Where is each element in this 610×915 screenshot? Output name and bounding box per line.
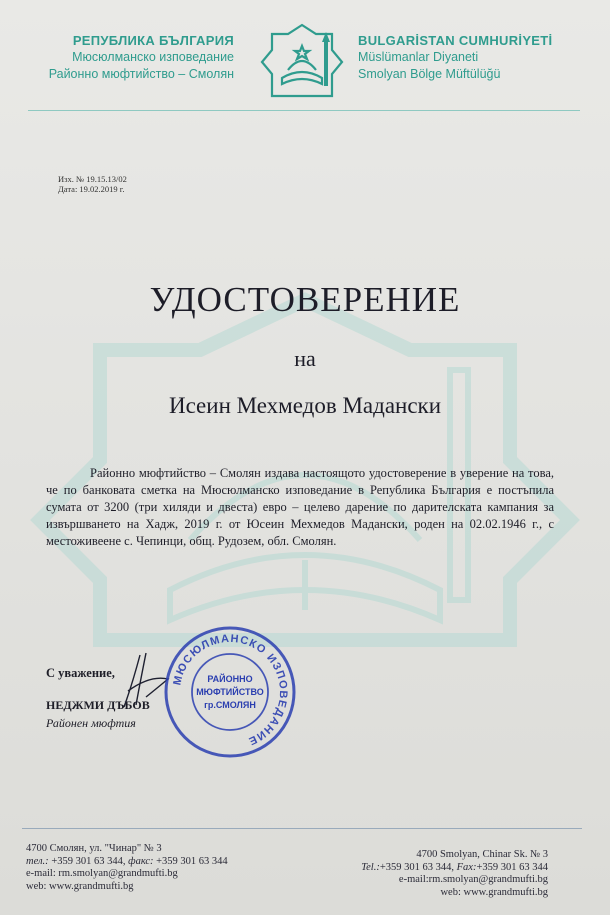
footer-phone-tr: +359 301 63 344, <box>379 861 454 873</box>
reference-date: Дата: 19.02.2019 г. <box>58 184 125 194</box>
stamp-center-line3: гр.СМОЛЯН <box>204 700 256 710</box>
footer-email-label-bg: e-mail: <box>26 868 56 879</box>
signatory-role: Районен мюфтия <box>46 716 136 730</box>
footer-divider <box>22 828 582 829</box>
recipient-name: Исеин Мехмедов Мадански <box>168 393 442 418</box>
footer-web-bg[interactable]: www.grandmufti.bg <box>49 880 134 892</box>
reference-block <box>58 174 127 194</box>
header-country-tr: BULGARİSTAN CUMHURİYETİ <box>358 33 553 48</box>
header-office-bg: Районно мюфтийство – Смолян <box>48 67 234 81</box>
header-institution-bg: Мюсюлманско изповедание <box>72 50 234 64</box>
reference-number: Изх. № 19.15.13/02 <box>58 174 127 184</box>
document-title: УДОСТОВЕРЕНИЕ <box>149 280 461 319</box>
footer-fax-label-tr: Fax: <box>456 861 477 873</box>
footer-web-tr[interactable]: www.grandmufti.bg <box>463 886 548 898</box>
footer-phone-label-tr: Tel.: <box>361 861 380 873</box>
signature-block <box>46 666 150 730</box>
footer-email-label-tr: e-mail: <box>398 874 429 885</box>
document-body: Районно мюфтийство – Смолян издава настоящото удостоверение в уверение на това, че по банковата сметка на Мюсюлманско изповедание в Република България е постъпила сумата от 3200 (три хиляди и двеста) евро – целево дарение по дарителската кампания за извършването на Хадж, 2019 г. от Юсеин Мехмедов Мадански, роден на 02.02.1946 г., с местоживеене с. Чепинци, общ. Рудозем, обл. Смолян. <box>46 466 554 548</box>
signature-greeting: С уважение, <box>46 666 115 680</box>
footer-email-bg[interactable]: rm.smolyan@grandmufti.bg <box>58 868 178 879</box>
document-preposition: на <box>294 346 316 371</box>
header-right-block <box>358 33 552 83</box>
stamp-ring-text: МЮСЮЛМАНСКО ИЗПОВЕДАНИЕ <box>171 632 290 748</box>
header-country-bg: РЕПУБЛИКА БЪЛГАРИЯ <box>72 33 234 48</box>
footer-address-bg: 4700 Смолян, ул. "Чинар" № 3 <box>26 843 162 854</box>
footer-contact-bg <box>26 843 228 893</box>
stamp-center-line2: МЮФТИЙСТВО <box>196 687 264 697</box>
footer-web-label-tr: web: <box>440 886 461 898</box>
footer-email-tr[interactable]: rm.smolyan@grandmufti.bg <box>428 874 548 885</box>
footer-address-tr: 4700 Smolyan, Chinar Sk. № 3 <box>416 849 548 860</box>
header-office-tr: Smolyan Bölge Müftülüğü <box>358 67 501 81</box>
footer-fax-label-bg: факс: <box>128 855 154 867</box>
header-institution-tr: Müslümanlar Diyaneti <box>358 50 479 64</box>
footer-phone-bg: +359 301 63 344, <box>51 855 126 867</box>
footer-contact-tr <box>361 849 548 899</box>
header-divider <box>28 110 580 111</box>
signatory-name: НЕДЖМИ ДЪБОВ <box>46 698 150 712</box>
stamp-center-line1: РАЙОННО <box>207 674 253 684</box>
footer-fax-tr: +359 301 63 344 <box>476 861 548 873</box>
mufti-office-logo-icon <box>258 22 346 100</box>
footer-web-label-bg: web: <box>26 880 47 892</box>
header-left-block <box>49 33 234 83</box>
footer-fax-bg: +359 301 63 344 <box>156 855 228 867</box>
footer-phone-label-bg: тел.: <box>26 855 49 867</box>
official-stamp-icon <box>160 622 300 762</box>
